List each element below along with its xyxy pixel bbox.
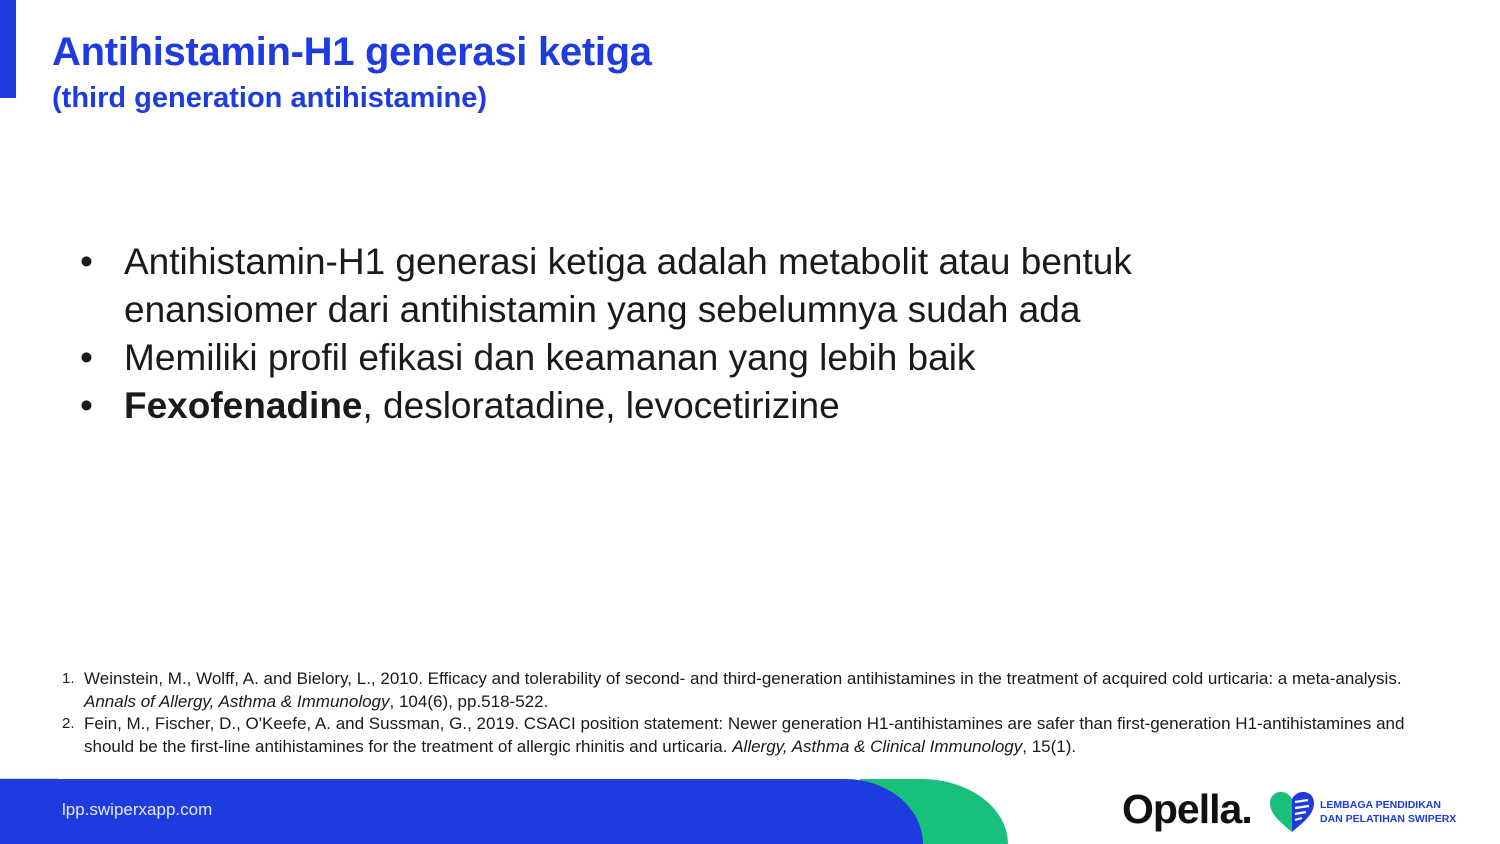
reference-journal: Allergy, Asthma & Clinical Immunology [732,736,1023,756]
reference-number: 1. [62,670,75,687]
reference-tail: , 104(6), pp.518-522. [389,691,549,711]
reference-number: 2. [62,715,75,732]
reference-journal: Annals of Allergy, Asthma & Immunology [84,691,390,711]
reference-item [62,668,1422,713]
bullet-text: Antihistamin-H1 generasi ketiga adalah metabolit atau bentuk enansiomer dari antihistamin yang sebelumnya sudah ada [124,241,1132,330]
bullet-dot: • [80,385,93,426]
org-logo-text [1320,798,1456,826]
reference-tail: , 15(1). [1022,736,1077,756]
bullet-bold-text: Fexofenadine [124,385,363,426]
org-line-1: LEMBAGA PENDIDIKAN [1320,799,1441,811]
bullet-text: , desloratadine, levocetirizine [362,385,840,426]
opella-logo: Opella. [1122,786,1252,832]
title-accent-bar [0,0,16,98]
slide-title: Antihistamin-H1 generasi ketiga [52,30,652,74]
bullet-item [80,334,1300,382]
bullet-dot: • [80,337,93,378]
reference-list [62,668,1422,758]
heart-logo-icon [1268,790,1316,834]
reference-text: Weinstein, M., Wolff, A. and Bielory, L., 2010. Efficacy and tolerability of second- and third-generation antihistamines in the treatment of acquired cold urticaria: a meta-analysis. [84,669,1402,688]
reference-text: Fein, M., Fischer, D., O'Keefe, A. and Sussman, G., 2019. CSACI position statement: Newer generation H1-antihistamines are safer than first-generation H1-antihistamines and should be the first-line antihistamines for the treatment of allergic rhinitis and urticaria. [84,714,1405,756]
bullet-text: Memiliki profil efikasi dan keamanan yang lebih baik [124,337,976,378]
slide-subtitle: (third generation antihistamine) [52,82,488,114]
reference-item [62,713,1422,758]
footer-url: lpp.swiperxapp.com [62,800,213,819]
bullet-list [80,238,1300,430]
bullet-item [80,382,1300,430]
bullet-dot: • [80,241,93,282]
bullet-item [80,238,1300,334]
org-line-2: DAN PELATIHAN SWIPERX [1320,813,1457,825]
